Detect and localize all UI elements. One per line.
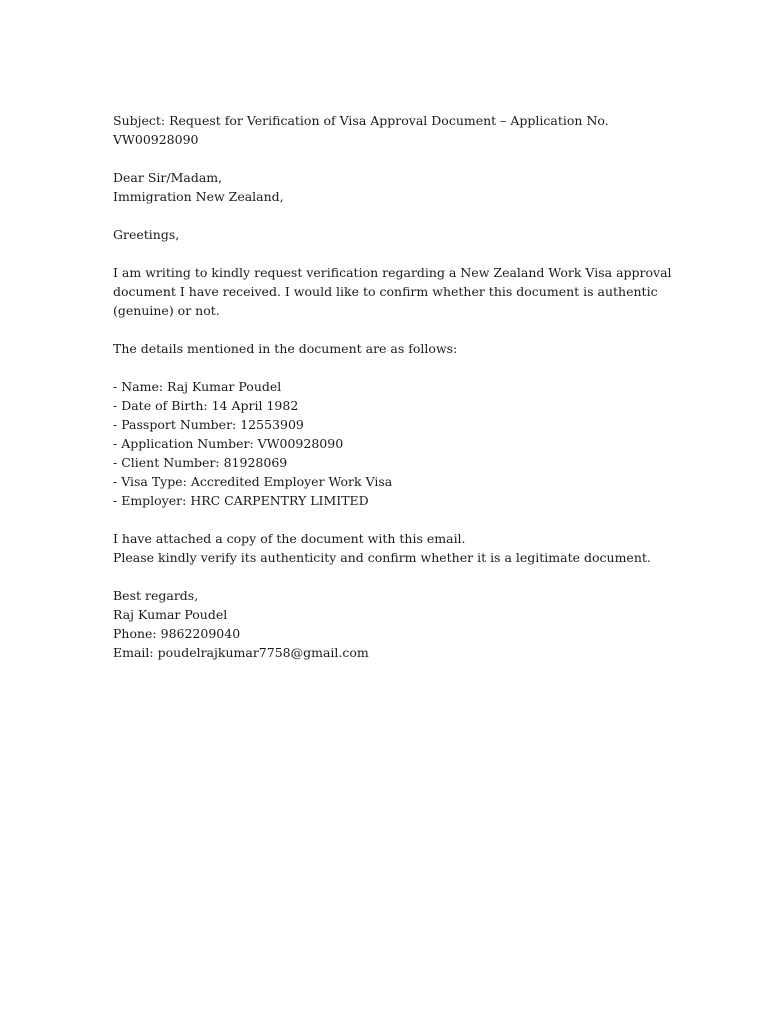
signature-email: Email: poudelrajkumar7758@gmail.com (113, 645, 369, 660)
signature-name: Raj Kumar Poudel (113, 607, 228, 622)
intro-line-3: (genuine) or not. (113, 303, 220, 318)
closing-request (113, 529, 673, 567)
detail-application-number: - Application Number: VW00928090 (113, 436, 344, 451)
detail-employer: - Employer: HRC CARPENTRY LIMITED (113, 493, 369, 508)
detail-passport-number: - Passport Number: 12553909 (113, 417, 304, 432)
intro-line-2: document I have received. I would like to confirm whether this document is authentic (113, 284, 658, 299)
subject-line-2: VW00928090 (113, 132, 199, 147)
closing-line-1: I have attached a copy of the document with this email. (113, 531, 466, 546)
signature-phone: Phone: 9862209040 (113, 626, 241, 641)
detail-name: - Name: Raj Kumar Poudel (113, 379, 282, 394)
subject-block (113, 111, 673, 149)
signoff: Best regards, (113, 588, 199, 603)
spacer (113, 510, 673, 529)
spacer (113, 320, 673, 339)
greeting: Greetings, (113, 227, 180, 242)
detail-visa-type: - Visa Type: Accredited Employer Work Visa (113, 474, 393, 489)
closing-line-2: Please kindly verify its authenticity and confirm whether it is a legitimate document. (113, 550, 651, 565)
details-list (113, 377, 673, 510)
letter-body (113, 111, 673, 662)
spacer (113, 206, 673, 225)
intro-line-1: I am writing to kindly request verification regarding a New Zealand Work Visa approval (113, 265, 672, 280)
intro-paragraph (113, 263, 673, 320)
detail-client-number: - Client Number: 81928069 (113, 455, 288, 470)
signature-block (113, 586, 673, 662)
salutation-block (113, 168, 673, 206)
details-intro: The details mentioned in the document are as follows: (113, 341, 458, 356)
detail-date-of-birth: - Date of Birth: 14 April 1982 (113, 398, 299, 413)
spacer (113, 244, 673, 263)
recipient-line: Immigration New Zealand, (113, 189, 284, 204)
spacer (113, 567, 673, 586)
spacer (113, 358, 673, 377)
salutation-line: Dear Sir/Madam, (113, 170, 223, 185)
spacer (113, 149, 673, 168)
subject-line-1: Subject: Request for Verification of Visa Approval Document – Application No. (113, 113, 609, 128)
